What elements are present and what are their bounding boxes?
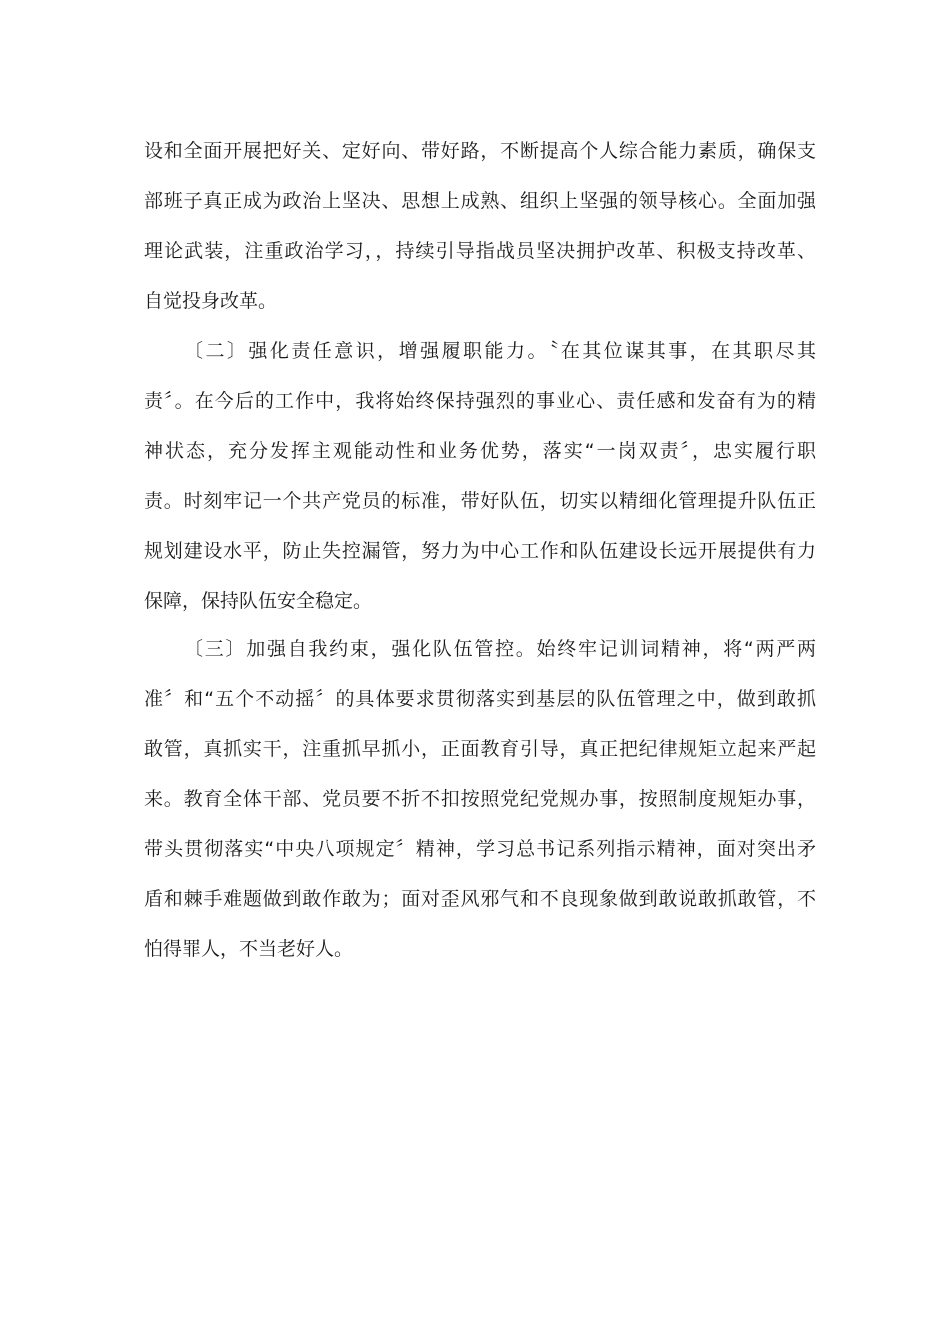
paragraph-1-line-4: 自觉投身改革。 [144,290,278,312]
paragraph-1-line-2: 部班子真正成为政治上坚决、思想上成熟、组织上坚强的领导核心。全面加强 [144,190,816,212]
paragraph-2-line-4: 责。时刻牢记一个共产党员的标准，带好队伍，切实以精细化管理提升队伍正 [144,490,816,512]
paragraph-3-line-5: 带头贯彻落实“中央八项规定〞精神，学习总书记系列指示精神，面对突出矛 [144,838,816,860]
paragraph-3-line-7: 怕得罪人，不当老好人。 [144,938,354,960]
paragraph-2-line-3: 神状态，充分发挥主观能动性和业务优势，落实“一岗双责〞，忠实履行职 [144,440,816,462]
paragraph-3-line-6: 盾和棘手难题做到敢作敢为；面对歪风邪气和不良现象做到敢说敢抓敢管，不 [144,888,816,910]
paragraph-2-line-1: 〔二〕强化责任意识，增强履职能力。〝在其位谋其事，在其职尽其 [184,340,816,362]
paragraph-2-line-2: 责〞。在今后的工作中，我将始终保持强烈的事业心、责任感和发奋有为的精 [144,390,816,412]
paragraph-1-line-3: 理论武装，注重政治学习，，持续引导指战员坚决拥护改革、积极支持改革、 [144,240,816,262]
paragraph-2-line-6: 保障，保持队伍安全稳定。 [144,590,373,612]
paragraph-2-line-5: 规划建设水平，防止失控漏管，努力为中心工作和队伍建设长远开展提供有力 [144,540,816,562]
paragraph-3-line-1: 〔三〕加强自我约束，强化队伍管控。始终牢记训词精神，将“两严两 [184,638,816,660]
paragraph-3-line-4: 来。教育全体干部、党员要不折不扣按照党纪党规办事，按照制度规矩办事， [144,788,816,810]
paragraph-1-line-1: 设和全面开展把好关、定好向、带好路，不断提高个人综合能力素质，确保支 [144,140,816,162]
paragraph-3-line-3: 敢管，真抓实干，注重抓早抓小，正面教育引导，真正把纪律规矩立起来严起 [144,738,816,760]
paragraph-3-line-2: 准〞和“五个不动摇〞的具体要求贯彻落实到基层的队伍管理之中，做到敢抓 [144,688,816,710]
